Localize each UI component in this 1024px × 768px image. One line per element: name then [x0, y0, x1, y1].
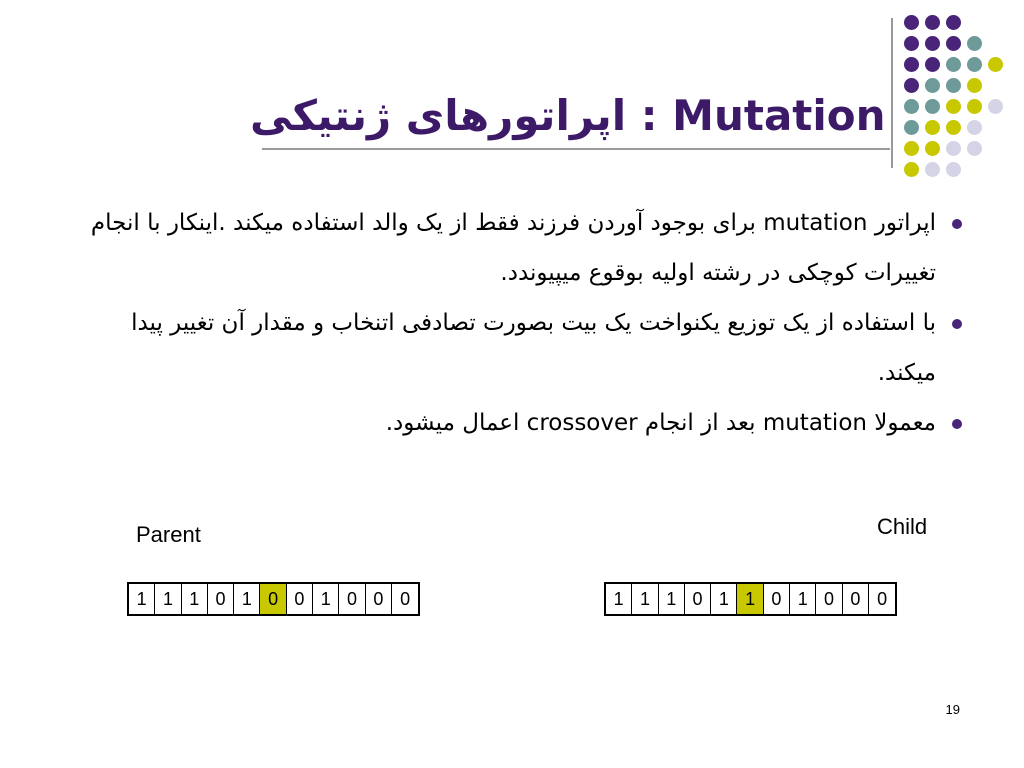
- child-bit-cell: 0: [816, 584, 842, 614]
- decorative-dot: [946, 78, 961, 93]
- decorative-dot: [925, 99, 940, 114]
- decorative-dot: [967, 78, 982, 93]
- child-bit-cell: 1: [711, 584, 737, 614]
- decorative-dot: [925, 162, 940, 177]
- child-bit-cell: 1: [632, 584, 658, 614]
- child-bit-cell: 1: [790, 584, 816, 614]
- decorative-dots: [904, 15, 1014, 165]
- decorative-dot: [904, 36, 919, 51]
- child-bit-cell: 0: [877, 589, 888, 609]
- decorative-dot: [988, 57, 1003, 72]
- parent-bit-cell: 1: [129, 584, 155, 614]
- bullet-item: [82, 298, 962, 398]
- decorative-dot: [925, 141, 940, 156]
- parent-bit-cell: 0: [339, 584, 365, 614]
- child-bit-string: [604, 582, 897, 616]
- horizontal-divider: [262, 148, 890, 150]
- child-bit-cell: 1: [737, 584, 763, 614]
- decorative-dot: [967, 120, 982, 135]
- decorative-dot: [925, 15, 940, 30]
- decorative-dot: [904, 78, 919, 93]
- slide-title: اپراتورهای ژنتیکی : Mutation: [250, 91, 886, 140]
- decorative-dot: [925, 78, 940, 93]
- decorative-dot: [946, 99, 961, 114]
- decorative-dot: [946, 141, 961, 156]
- child-bit-cell: 0: [843, 584, 869, 614]
- decorative-dot: [904, 15, 919, 30]
- parent-bit-cell: 0: [287, 584, 313, 614]
- parent-bit-string: [127, 582, 420, 616]
- parent-bit-cell: 1: [313, 584, 339, 614]
- bullet-text: معمولا mutation بعد از انجام crossover اعمال میشود.: [385, 410, 936, 436]
- parent-bit-cell: 0: [260, 584, 286, 614]
- decorative-dot: [925, 120, 940, 135]
- decorative-dot: [967, 57, 982, 72]
- decorative-dot: [967, 141, 982, 156]
- decorative-dot: [904, 162, 919, 177]
- decorative-dot: [967, 99, 982, 114]
- bullet-text: اپراتور mutation برای بوجود آوردن فرزند فقط از یک والد استفاده میکند .اینکار با انجام تغییرات کوچکی در رشته اولیه بوقوع میپیوندد.: [90, 210, 936, 286]
- bullet-text: با استفاده از یک توزیع یکنواخت یک بیت بصورت تصادفی اتنخاب و مقدار آن تغییر پیدا میکند.: [131, 310, 936, 386]
- decorative-dot: [946, 15, 961, 30]
- bullet-list: [82, 198, 962, 448]
- page-number: 19: [945, 702, 960, 717]
- decorative-dot: [925, 36, 940, 51]
- decorative-dot: [946, 162, 961, 177]
- decorative-dot: [946, 120, 961, 135]
- parent-bit-cell: 0: [208, 584, 234, 614]
- child-label: Child: [877, 514, 928, 539]
- child-bit-cell: 1: [606, 584, 632, 614]
- child-bit-cell: 0: [685, 584, 711, 614]
- parent-bit-cell: 1: [182, 584, 208, 614]
- bullet-item: [82, 398, 962, 448]
- child-bit-cell: 1: [659, 584, 685, 614]
- decorative-dot: [904, 120, 919, 135]
- decorative-dot: [904, 141, 919, 156]
- parent-bit-cell: 0: [366, 584, 392, 614]
- bullet-item: [82, 198, 962, 298]
- parent-label: Parent: [136, 522, 201, 547]
- child-bit-cell: 0: [764, 584, 790, 614]
- decorative-dot: [946, 57, 961, 72]
- decorative-dot: [967, 36, 982, 51]
- parent-bit-cell: 1: [234, 584, 260, 614]
- decorative-dot: [904, 57, 919, 72]
- decorative-dot: [946, 36, 961, 51]
- vertical-divider: [891, 18, 893, 168]
- parent-bit-cell: 1: [155, 584, 181, 614]
- decorative-dot: [925, 57, 940, 72]
- decorative-dot: [904, 99, 919, 114]
- decorative-dot: [988, 99, 1003, 114]
- parent-bit-cell: 0: [400, 589, 411, 609]
